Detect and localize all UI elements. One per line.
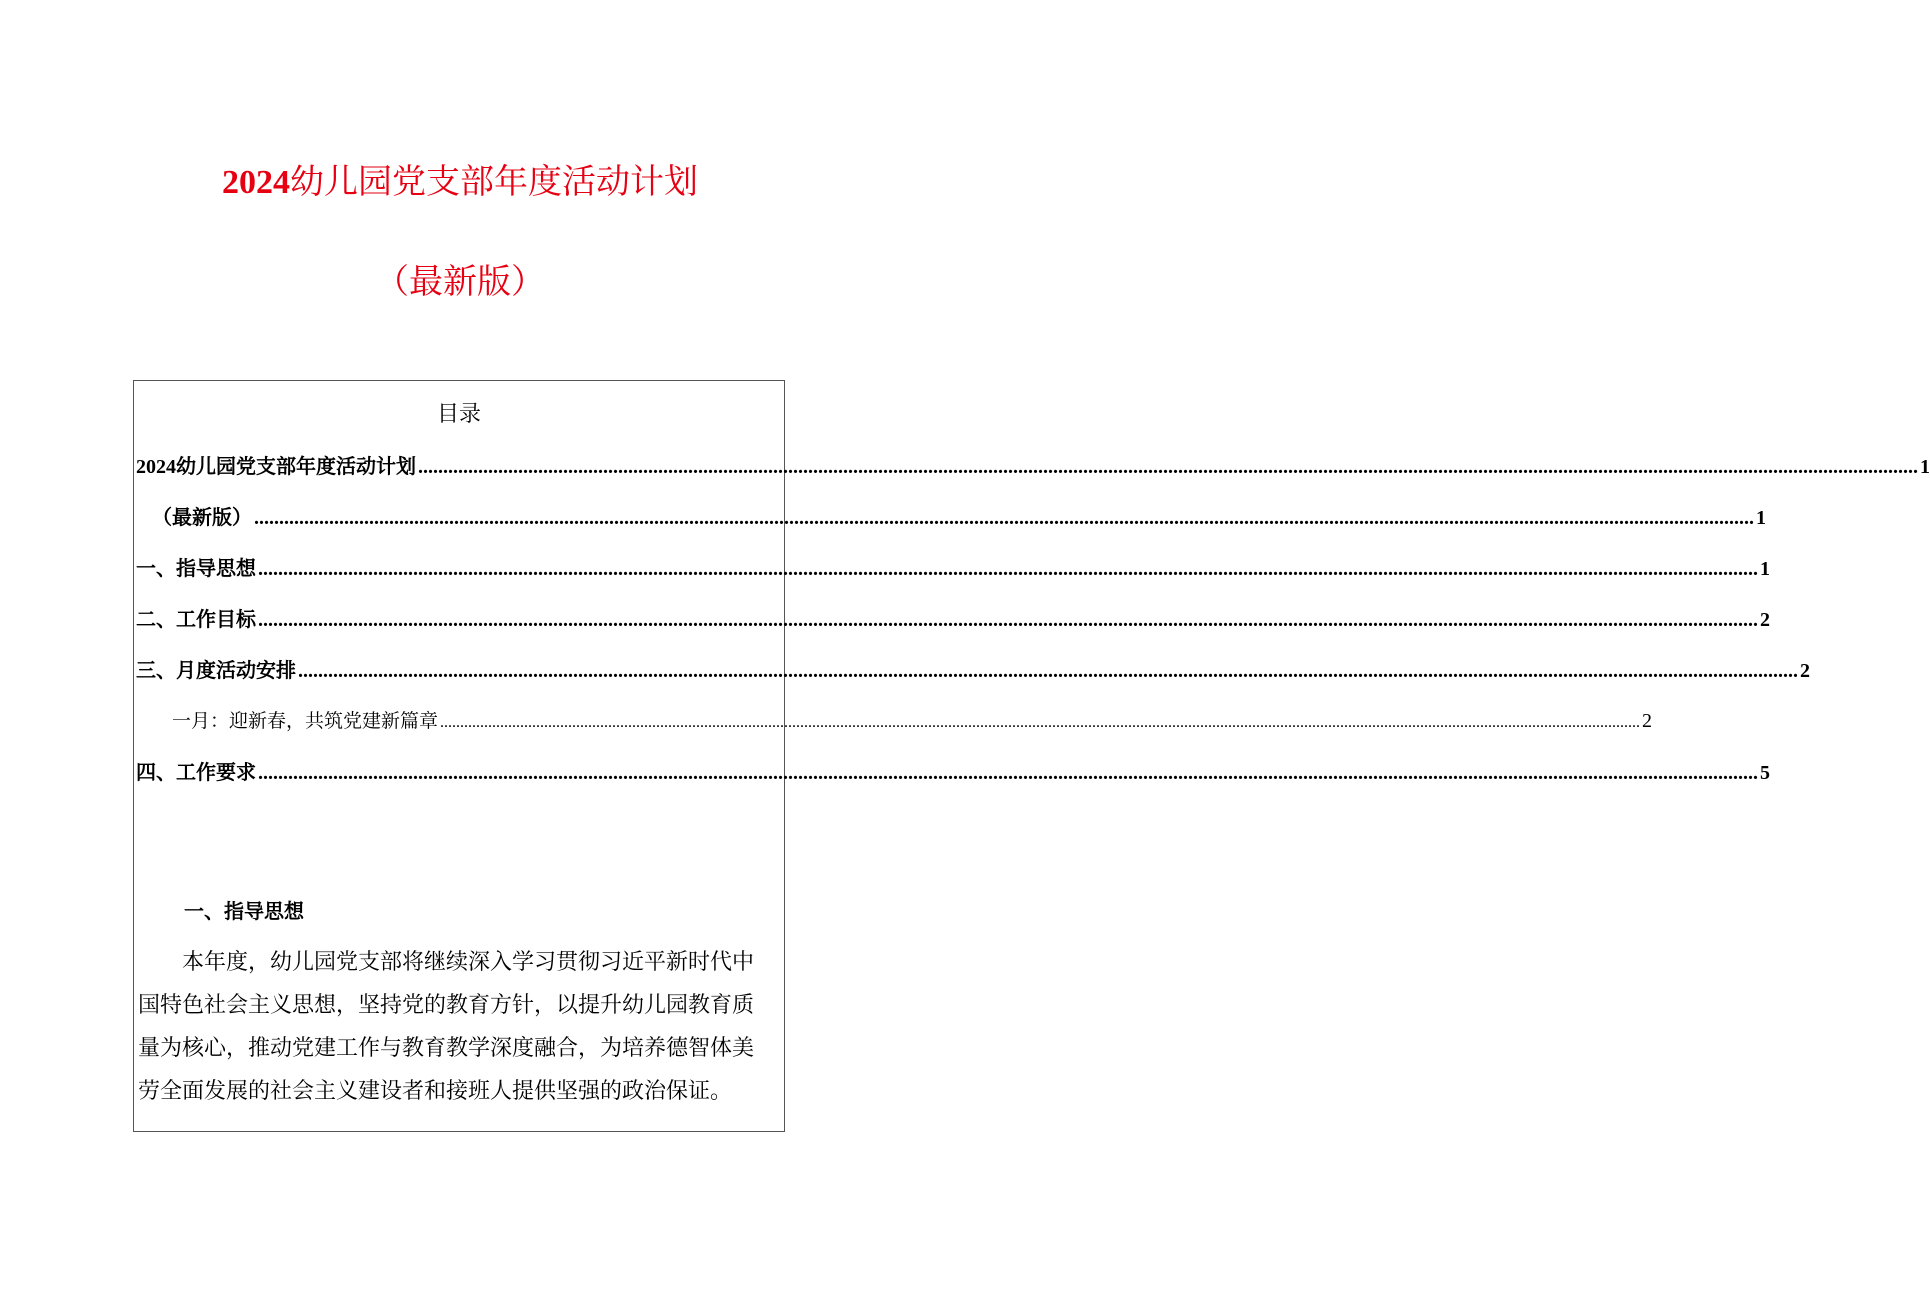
toc-leader-dots: ............................................................................................................................................................................................................................................................................................................ (418, 456, 1918, 478)
toc-entry-label: 一月：迎新春，共筑党建新篇章 (172, 710, 439, 732)
toc-leader-dots: ............................................................................................................................................................................................................................................................................................................ (258, 609, 1758, 631)
toc-entry-label (136, 451, 416, 482)
toc-leader-dots: ............................................................................................................................................................................................................................................................................................................ (298, 660, 1798, 682)
content-frame (133, 380, 1930, 1132)
toc-entry-january[interactable] (172, 706, 1653, 736)
toc-entry-label: （最新版） (152, 505, 252, 529)
toc-entry-text: 幼儿园党支部年度活动计划 (176, 454, 416, 478)
toc-leader-dots: ............................................................................................................................................................................................................................................................................................................ (440, 714, 1641, 731)
toc-entry-guiding-ideology[interactable] (136, 553, 1770, 583)
toc-entry-title[interactable] (136, 451, 1930, 481)
body-paragraph-line: 劳全面发展的社会主义建设者和接班人提供坚强的政治保证。 (138, 1079, 733, 1104)
toc-entry-page: 5 (1760, 762, 1770, 784)
body-paragraph-line: 量为核心，推动党建工作与教育教学深度融合，为培养德智体美 (138, 1036, 755, 1061)
toc-leader-dots: ............................................................................................................................................................................................................................................................................................................ (254, 507, 1754, 529)
toc-entry-subtitle[interactable] (152, 502, 1766, 532)
toc-leader-dots: ............................................................................................................................................................................................................................................................................................................ (258, 558, 1758, 580)
body-paragraph-line: 国特色社会主义思想，坚持党的教育方针，以提升幼儿园教育质 (138, 993, 755, 1018)
toc-entry-page: 2 (1642, 710, 1653, 732)
document-title-year: 2024 (222, 164, 290, 201)
document-title (0, 162, 920, 203)
toc-entry-page: 2 (1760, 609, 1770, 631)
toc-entry-page: 1 (1760, 558, 1770, 580)
toc-entry-year: 2024 (136, 456, 176, 478)
toc-entry-page: 1 (1920, 456, 1930, 478)
toc-entry-page: 2 (1800, 660, 1810, 682)
toc-entry-label: 三、月度活动安排 (136, 658, 296, 682)
toc-entry-label: 四、工作要求 (136, 760, 256, 784)
toc-heading: 目录 (436, 402, 481, 427)
document-subtitle: （最新版） (375, 262, 545, 302)
toc-entry-label: 一、指导思想 (136, 556, 256, 580)
toc-leader-dots: ............................................................................................................................................................................................................................................................................................................ (258, 762, 1758, 784)
body-paragraph-line: 本年度，幼儿园党支部将继续深入学习贯彻习近平新时代中 (182, 950, 755, 975)
toc-entry-page: 1 (1756, 507, 1766, 529)
toc-entry-label: 二、工作目标 (136, 607, 256, 631)
toc-entry-work-goals[interactable] (136, 604, 1770, 634)
toc-entry-work-requirements[interactable] (136, 757, 1770, 787)
toc-entry-monthly-activities[interactable] (136, 655, 1810, 685)
document-title-text: 幼儿园党支部年度活动计划 (290, 162, 698, 202)
section-heading: 一、指导思想 (184, 899, 304, 923)
